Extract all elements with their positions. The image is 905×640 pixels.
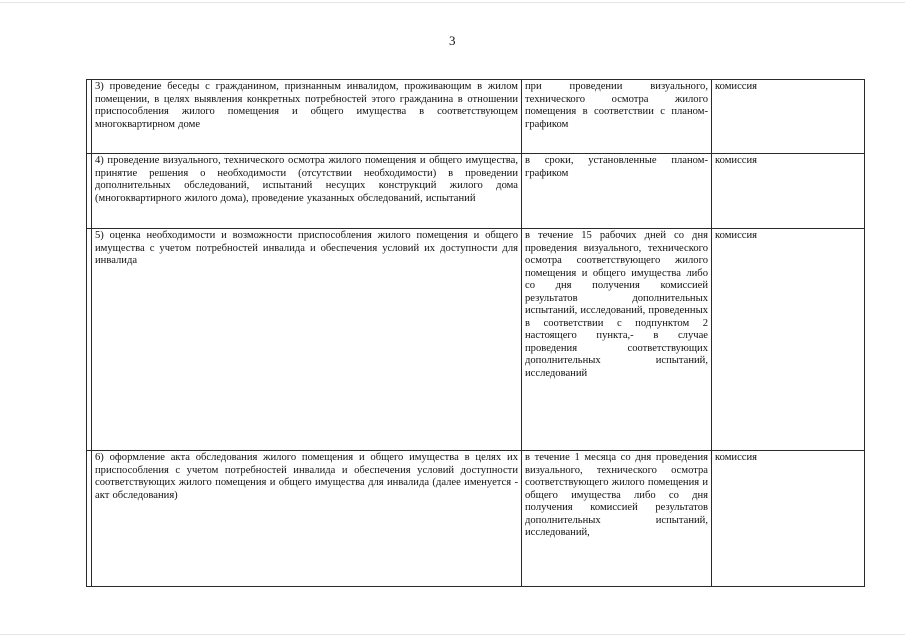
- responsible-cell: комиссия: [712, 451, 865, 587]
- page-number: 3: [449, 33, 456, 48]
- deadline-cell: в течение 15 рабочих дней со дня проведения визуального, технического осмотра соответствующего жилого помещения и общего имущества либо со дня получения комиссией результатов дополнительных испытаний, исследований, проведенных в соответствии с подпунктом 2 настоящего пункта,- в случае проведения соответствующих дополнительных испытаний, исследований: [522, 229, 712, 451]
- table-row: [87, 80, 865, 154]
- responsible-cell: комиссия: [712, 154, 865, 229]
- action-cell: 6) оформление акта обследования жилого помещения и общего имущества в целях их приспособления с учетом потребностей инвалида и обеспечения условий доступности соответствующих жилого помещения и общего имущества для инвалида (далее именуется - акт обследования): [92, 451, 522, 587]
- deadline-cell: в сроки, установленные планом-графиком: [522, 154, 712, 229]
- scan-edge-top: [0, 2, 905, 3]
- action-cell: 5) оценка необходимости и возможности приспособления жилого помещения и общего имущества с учетом потребностей инвалида и обеспечения условий их доступности для инвалида: [92, 229, 522, 451]
- table-row: [87, 451, 865, 587]
- measures-table: [86, 79, 865, 587]
- responsible-cell: комиссия: [712, 80, 865, 154]
- action-cell: 3) проведение беседы с гражданином, признанным инвалидом, проживающим в жилом помещении, в целях выявления конкретных потребностей этого гражданина в отношении приспособления жилого помещения и общего имущества в соответствующем многоквартирном доме: [92, 80, 522, 154]
- table-row: [87, 154, 865, 229]
- responsible-cell: комиссия: [712, 229, 865, 451]
- deadline-cell: в течение 1 месяца со дня проведения визуального, технического осмотра соответствующего жилого помещения и общего имущества либо со дня получения комиссией результатов дополнительных испытаний, исследований,: [522, 451, 712, 587]
- scan-edge-bottom: [0, 634, 905, 635]
- action-cell: 4) проведение визуального, технического осмотра жилого помещения и общего имущества, принятие решения о необходимости (отсутствии необходимости) в проведении дополнительных обследований, испытаний несущих конструкций жилого дома (многоквартирного жилого дома), проведение указанных обследований, испытаний: [92, 154, 522, 229]
- table-row: [87, 229, 865, 451]
- deadline-cell: при проведении визуального, технического осмотра жилого помещения в соответствии с планом-графиком: [522, 80, 712, 154]
